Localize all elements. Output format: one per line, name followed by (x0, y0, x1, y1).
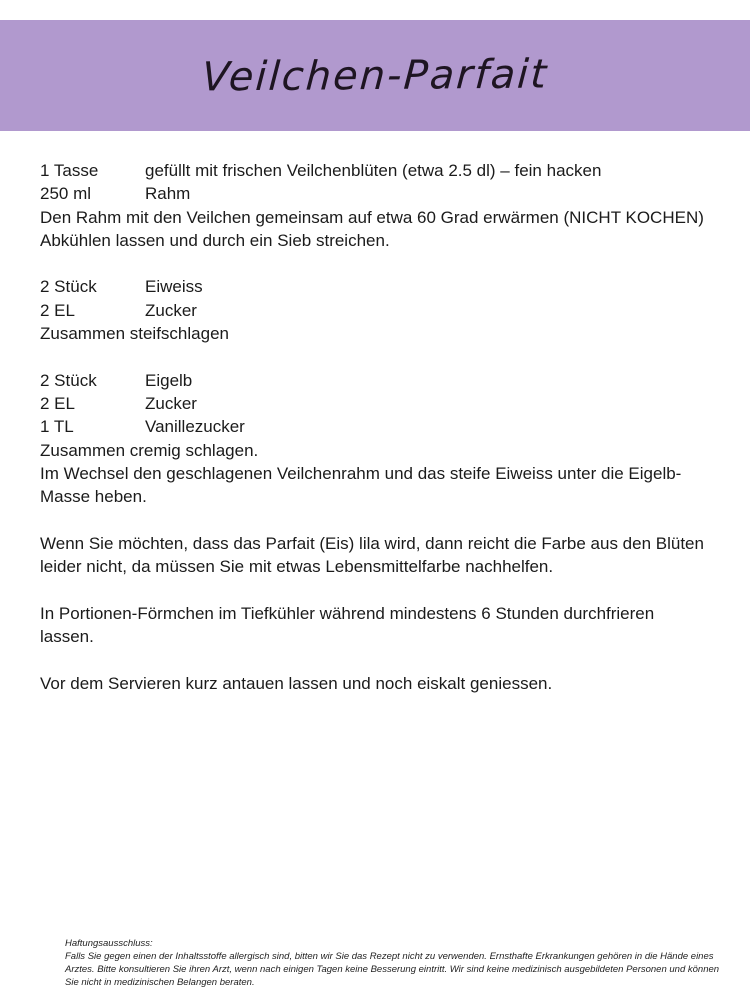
disclaimer-text: Falls Sie gegen einen der Inhaltsstoffe allergisch sind, bitten wir Sie das Rezept nicht zu verwenden. Ernsthafte Erkrankungen gehören in die Hände eines Arztes. Bitte konsultieren Sie ihren Arzt, wenn nach einigen Tagen keine Besserung eintritt. Wir sind keine medizinisch ausgebildeten Personen und können Sie nicht in medizinischen Belangen beraten. (65, 950, 720, 988)
header-band (0, 20, 750, 131)
ingredient-quantity: 2 EL (40, 300, 75, 320)
ingredient-quantity: 2 Stück (40, 370, 97, 390)
recipe-section-veilchenrahm (40, 159, 730, 252)
instruction-line: Im Wechsel den geschlagenen Veilchenrahm und das steife Eiweiss unter die Eigelb- (40, 463, 682, 483)
ingredient-row (40, 182, 730, 205)
paragraph-line: In Portionen-Förmchen im Tiefkühler während mindestens 6 Stunden durchfrieren (40, 603, 655, 623)
ingredient-name: Eiweiss (145, 277, 203, 297)
ingredient-name: Vanillezucker (145, 417, 245, 437)
ingredient-row (40, 415, 730, 438)
page-title: Veilchen-Parfait (200, 50, 550, 101)
instruction-line: Zusammen cremig schlagen. (40, 440, 259, 460)
ingredient-row (40, 369, 730, 392)
ingredient-quantity: 250 ml (40, 184, 92, 204)
ingredient-name: Zucker (145, 393, 197, 413)
ingredient-name: gefüllt mit frischen Veilchenblüten (etwa 2.5 dl) – fein hacken (145, 161, 602, 180)
note-paragraph-color (40, 532, 730, 579)
note-paragraph-serving (40, 672, 730, 695)
paragraph-line: lassen. (40, 626, 94, 646)
ingredient-name: Eigelb (145, 370, 193, 390)
instruction-line: Abkühlen lassen und durch ein Sieb streichen. (40, 230, 390, 250)
ingredient-name: Zucker (145, 300, 197, 320)
recipe-content (40, 159, 730, 695)
ingredient-quantity: 1 Tasse (40, 161, 99, 180)
instruction-line: Zusammen steifschlagen (40, 324, 229, 344)
paragraph-line: Vor dem Servieren kurz antauen lassen und noch eiskalt geniessen. (40, 673, 553, 693)
ingredient-row (40, 275, 730, 298)
ingredient-quantity: 2 EL (40, 393, 75, 413)
ingredient-row (40, 392, 730, 415)
instruction-line: Den Rahm mit den Veilchen gemeinsam auf etwa 60 Grad erwärmen (NICHT KOCHEN) (40, 207, 704, 227)
ingredient-quantity: 1 TL (40, 417, 74, 437)
instruction-line: Masse heben. (40, 487, 147, 507)
paragraph-line: Wenn Sie möchten, dass das Parfait (Eis) lila wird, dann reicht die Farbe aus den Blüten (40, 533, 704, 553)
disclaimer-heading: Haftungsausschluss: (65, 938, 153, 949)
ingredient-quantity: 2 Stück (40, 277, 97, 297)
paragraph-line: leider nicht, da müssen Sie mit etwas Lebensmittelfarbe nachhelfen. (40, 557, 554, 577)
note-paragraph-freezing (40, 602, 730, 649)
ingredient-row (40, 299, 730, 322)
ingredient-name: Rahm (145, 184, 191, 204)
ingredient-row (40, 159, 730, 182)
recipe-section-eiweiss (40, 275, 730, 345)
recipe-section-eigelb (40, 369, 730, 509)
disclaimer (65, 938, 727, 990)
